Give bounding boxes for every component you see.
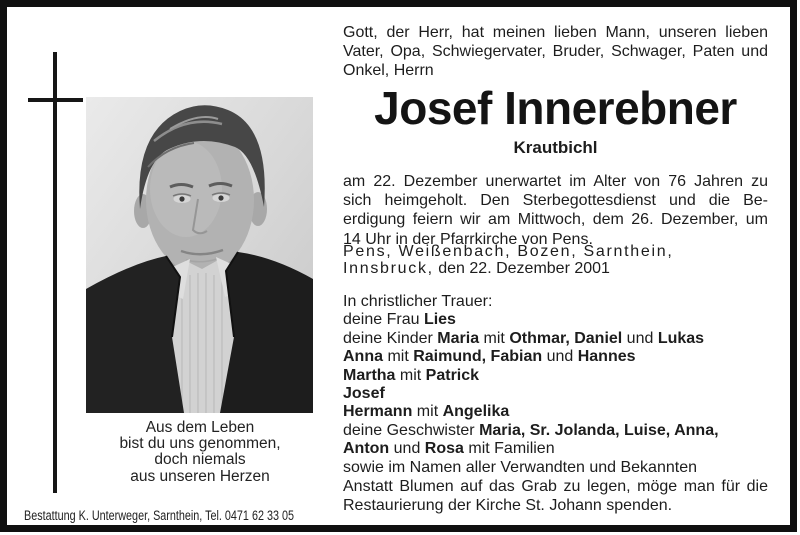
death-notice-text xyxy=(343,0,768,535)
epitaph-verse: Aus dem Leben bist du uns genommen, doch niemals aus unseren Herzen xyxy=(119,419,281,485)
mourners-list: deine Frau Lies deine Kinder Maria mit Othmar, Daniel und Lukas Anna mit Raimund, Fabian und Hannes Martha mit Patrick Josef Hermann mit Angelika deine Geschwister Maria, Sr. Jolanda, Luise, Anna, Anton und Rosa mit Familien sowie im Namen aller Verwandten und Bekannten xyxy=(343,311,719,476)
funeral-home-line: Bestattung K. Unterweger, Sarnthein, Tel. 0471 62 33 05 xyxy=(24,508,294,523)
cross-horizontal-bar xyxy=(28,98,83,102)
places-line: Pens, Weißenbach, Bozen, Sarnthein, xyxy=(343,243,674,260)
mourners-block xyxy=(343,293,768,477)
cross-vertical-bar xyxy=(53,52,57,493)
opening-text: Gott, der Herr, hat meinen lieben Mann, unseren lieben Vater, Opa, Schwiegervater, Bruder, Schwager, Paten und Onkel, Herrn xyxy=(343,24,768,79)
place-date-line xyxy=(343,244,768,277)
death-announcement: am 22. Dezember unerwartet im Alter von 76 Jahren zu sich heimgeholt. Den Sterbegottesdienst und die Be- erdigung feiern wir am Mittwoch, dem 26. Dezember, um 14 Uhr in der Pfarrkirche von Pens. xyxy=(343,173,768,248)
deceased-name: Josef Innerebner xyxy=(374,82,737,134)
house-name: Krautbichl xyxy=(513,138,598,157)
deceased-portrait-photo xyxy=(86,97,313,413)
date-line: Innsbruck, den 22. Dezember 2001 xyxy=(343,259,610,277)
mourning-intro: In christlicher Trauer: xyxy=(343,293,493,310)
donation-request: Anstatt Blumen auf das Grab zu legen, möge man für die Restaurierung der Kirche St. Johann spenden. xyxy=(343,478,768,515)
